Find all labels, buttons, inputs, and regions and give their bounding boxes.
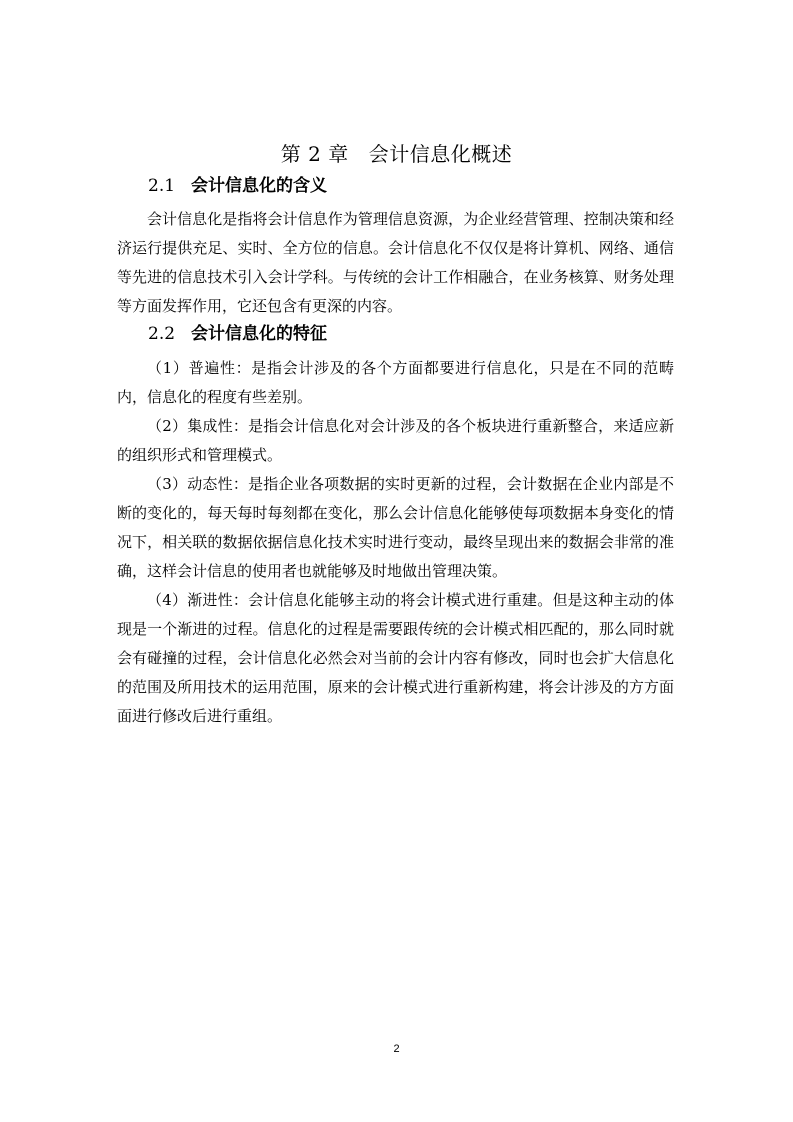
paragraph-universality: （1）普遍性：是指会计涉及的各个方面都要进行信息化，只是在不同的范畴内，信息化的程度有些差别。 [117,359,674,406]
section-2-1-body [117,205,674,321]
paragraph-integration: （2）集成性：是指会计信息化对会计涉及的各个板块进行重新整合，来适应新的组织形式和管理模式。 [117,417,674,464]
section-2-2-body [117,354,674,731]
page-number: 2 [393,1043,400,1055]
chapter-number: 第 2 章 [280,142,349,166]
section-heading-2-2 [148,322,327,346]
section-title-text: 会计信息化的含义 [191,176,328,196]
paragraph: 会计信息化是指将会计信息作为管理信息资源，为企业经营管理、控制决策和经济运行提供充足、实时、全方位的信息。会计信息化不仅仅是将计算机、网络、通信等先进的信息技术引入会计学科。与传统的会计工作相融合，在业务核算、财务处理等方面发挥作用，它还包含有更深的内容。 [117,210,674,315]
paragraph-progressiveness: （4）渐进性：会计信息化能够主动的将会计模式进行重建。但是这种主动的体现是一个渐进的过程。信息化的过程是需要跟传统的会计模式相匹配的，那么同时就会有碰撞的过程，会计信息化必然会对当前的会计内容有修改，同时也会扩大信息化的范围及所用技术的运用范围，原来的会计模式进行重新构建，将会计涉及的方方面面进行修改后进行重组。 [117,591,674,725]
section-heading-2-1 [148,174,327,198]
paragraph-dynamism: （3）动态性：是指企业各项数据的实时更新的过程，会计数据在企业内部是不断的变化的，每天每时每刻都在变化，那么会计信息化能够使每项数据本身变化的情况下，相关联的数据依据信息化技术实时进行变动，最终呈现出来的数据会非常的准确，这样会计信息的使用者也就能够及时地做出管理决策。 [117,475,674,580]
section-number: 2.1 [148,176,176,196]
section-title-text: 会计信息化的特征 [191,324,328,344]
chapter-subtitle: 会计信息化概述 [368,142,513,166]
section-number: 2.2 [148,324,176,344]
chapter-title [0,140,793,168]
